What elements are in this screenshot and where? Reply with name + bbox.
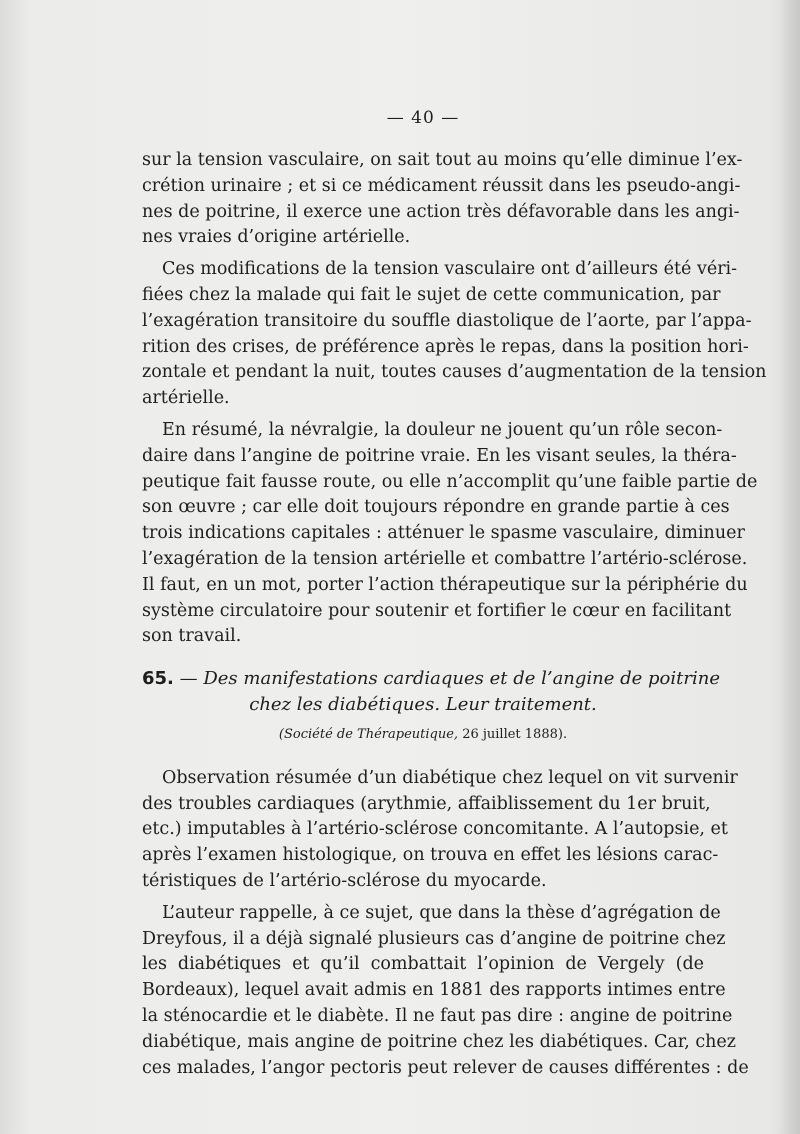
text-line: peutique fait fausse route, ou elle n’accomplit qu’une faible partie de bbox=[142, 471, 758, 492]
text-line: nes de poitrine, il exerce une action très défavorable dans les angi- bbox=[142, 201, 740, 222]
text-line: Dreyfous, il a déjà signalé plusieurs cas d’angine de poitrine chez bbox=[142, 928, 726, 949]
text-line: etc.) imputables à l’artério-sclérose concomitante. A l’autopsie, et bbox=[142, 819, 728, 840]
text-line: daire dans l’angine de poitrine vraie. En les visant seules, la théra- bbox=[142, 445, 737, 466]
text-line: trois indications capitales : atténuer le spasme vasculaire, diminuer bbox=[142, 523, 745, 544]
paragraph bbox=[142, 766, 738, 895]
text-line: artérielle. bbox=[142, 388, 230, 409]
text-line: l’exagération transitoire du souffle diastolique de l’aorte, par l’appa- bbox=[142, 310, 752, 331]
text-line: En résumé, la névralgie, la douleur ne jouent qu’un rôle secon- bbox=[162, 419, 723, 440]
source-date: 26 juillet 1888). bbox=[462, 726, 568, 742]
text-line: L’auteur rappelle, à ce sujet, que dans la thèse d’agrégation de bbox=[162, 902, 721, 923]
text-line: son travail. bbox=[142, 626, 242, 647]
text-line: fiées chez la malade qui fait le sujet de cette communication, par bbox=[142, 284, 721, 305]
section-title-continued: chez les diabétiques. Leur traitement. bbox=[249, 693, 597, 715]
text-line: Ces modifications de la tension vasculaire ont d’ailleurs été véri- bbox=[162, 259, 738, 280]
text-line: crétion urinaire ; et si ce médicament réussit dans les pseudo-angi- bbox=[142, 175, 741, 196]
section-title: — Des manifestations cardiaques et de l’angine de poitrine bbox=[179, 668, 720, 690]
paragraph bbox=[142, 257, 767, 412]
text-line: des troubles cardiaques (arythmie, affaiblissement du 1er bruit, bbox=[142, 793, 711, 814]
paragraph bbox=[142, 901, 749, 1082]
text-line: téristiques de l’artério-sclérose du myocarde. bbox=[142, 870, 547, 891]
text-line: nes vraies d’origine artérielle. bbox=[142, 227, 411, 248]
paragraph bbox=[142, 418, 758, 650]
text-line: diabétique, mais angine de poitrine chez les diabétiques. Car, chez bbox=[142, 1031, 736, 1052]
text-line: Bordeaux), lequel avait admis en 1881 des rapports intimes entre bbox=[142, 980, 726, 1001]
section-number: 65. bbox=[142, 668, 174, 690]
text-line: Observation résumée d’un diabétique chez lequel on vit survenir bbox=[162, 767, 738, 788]
text-line: Il faut, en un mot, porter l’action thérapeutique sur la périphérie du bbox=[142, 574, 748, 595]
section-title-line bbox=[142, 692, 704, 718]
text-line: sur la tension vasculaire, on sait tout au moins qu’elle diminue l’ex- bbox=[142, 150, 743, 170]
paragraph bbox=[142, 148, 743, 251]
text-line: ces malades, l’angor pectoris peut relever de causes différentes : de bbox=[142, 1057, 749, 1078]
section-heading bbox=[142, 666, 720, 718]
text-line: système circulatoire pour soutenir et fortifier le cœur en facilitant bbox=[142, 600, 732, 621]
section-source bbox=[142, 724, 704, 746]
page-number: — 40 — bbox=[386, 108, 460, 128]
text-line: l’exagération de la tension artérielle et combattre l’artério-sclérose. bbox=[142, 548, 748, 569]
source-society: (Société de Thérapeutique, bbox=[278, 726, 459, 742]
page-edge-shadow bbox=[778, 0, 800, 1134]
text-line: les diabétiques et qu’il combattait l’opinion de Vergely (de bbox=[142, 954, 704, 975]
text-line: zontale et pendant la nuit, toutes causes d’augmentation de la tension bbox=[142, 362, 767, 383]
text-line: son œuvre ; car elle doit toujours répondre en grande partie à ces bbox=[142, 497, 730, 518]
text-line: rition des crises, de préférence après le repas, dans la position hori- bbox=[142, 336, 749, 357]
section-title-line bbox=[142, 666, 720, 692]
page-text bbox=[142, 108, 767, 1087]
text-line: la sténocardie et le diabète. Il ne faut pas dire : angine de poitrine bbox=[142, 1005, 733, 1026]
text-line: après l’examen histologique, on trouva en effet les lésions carac- bbox=[142, 845, 719, 866]
